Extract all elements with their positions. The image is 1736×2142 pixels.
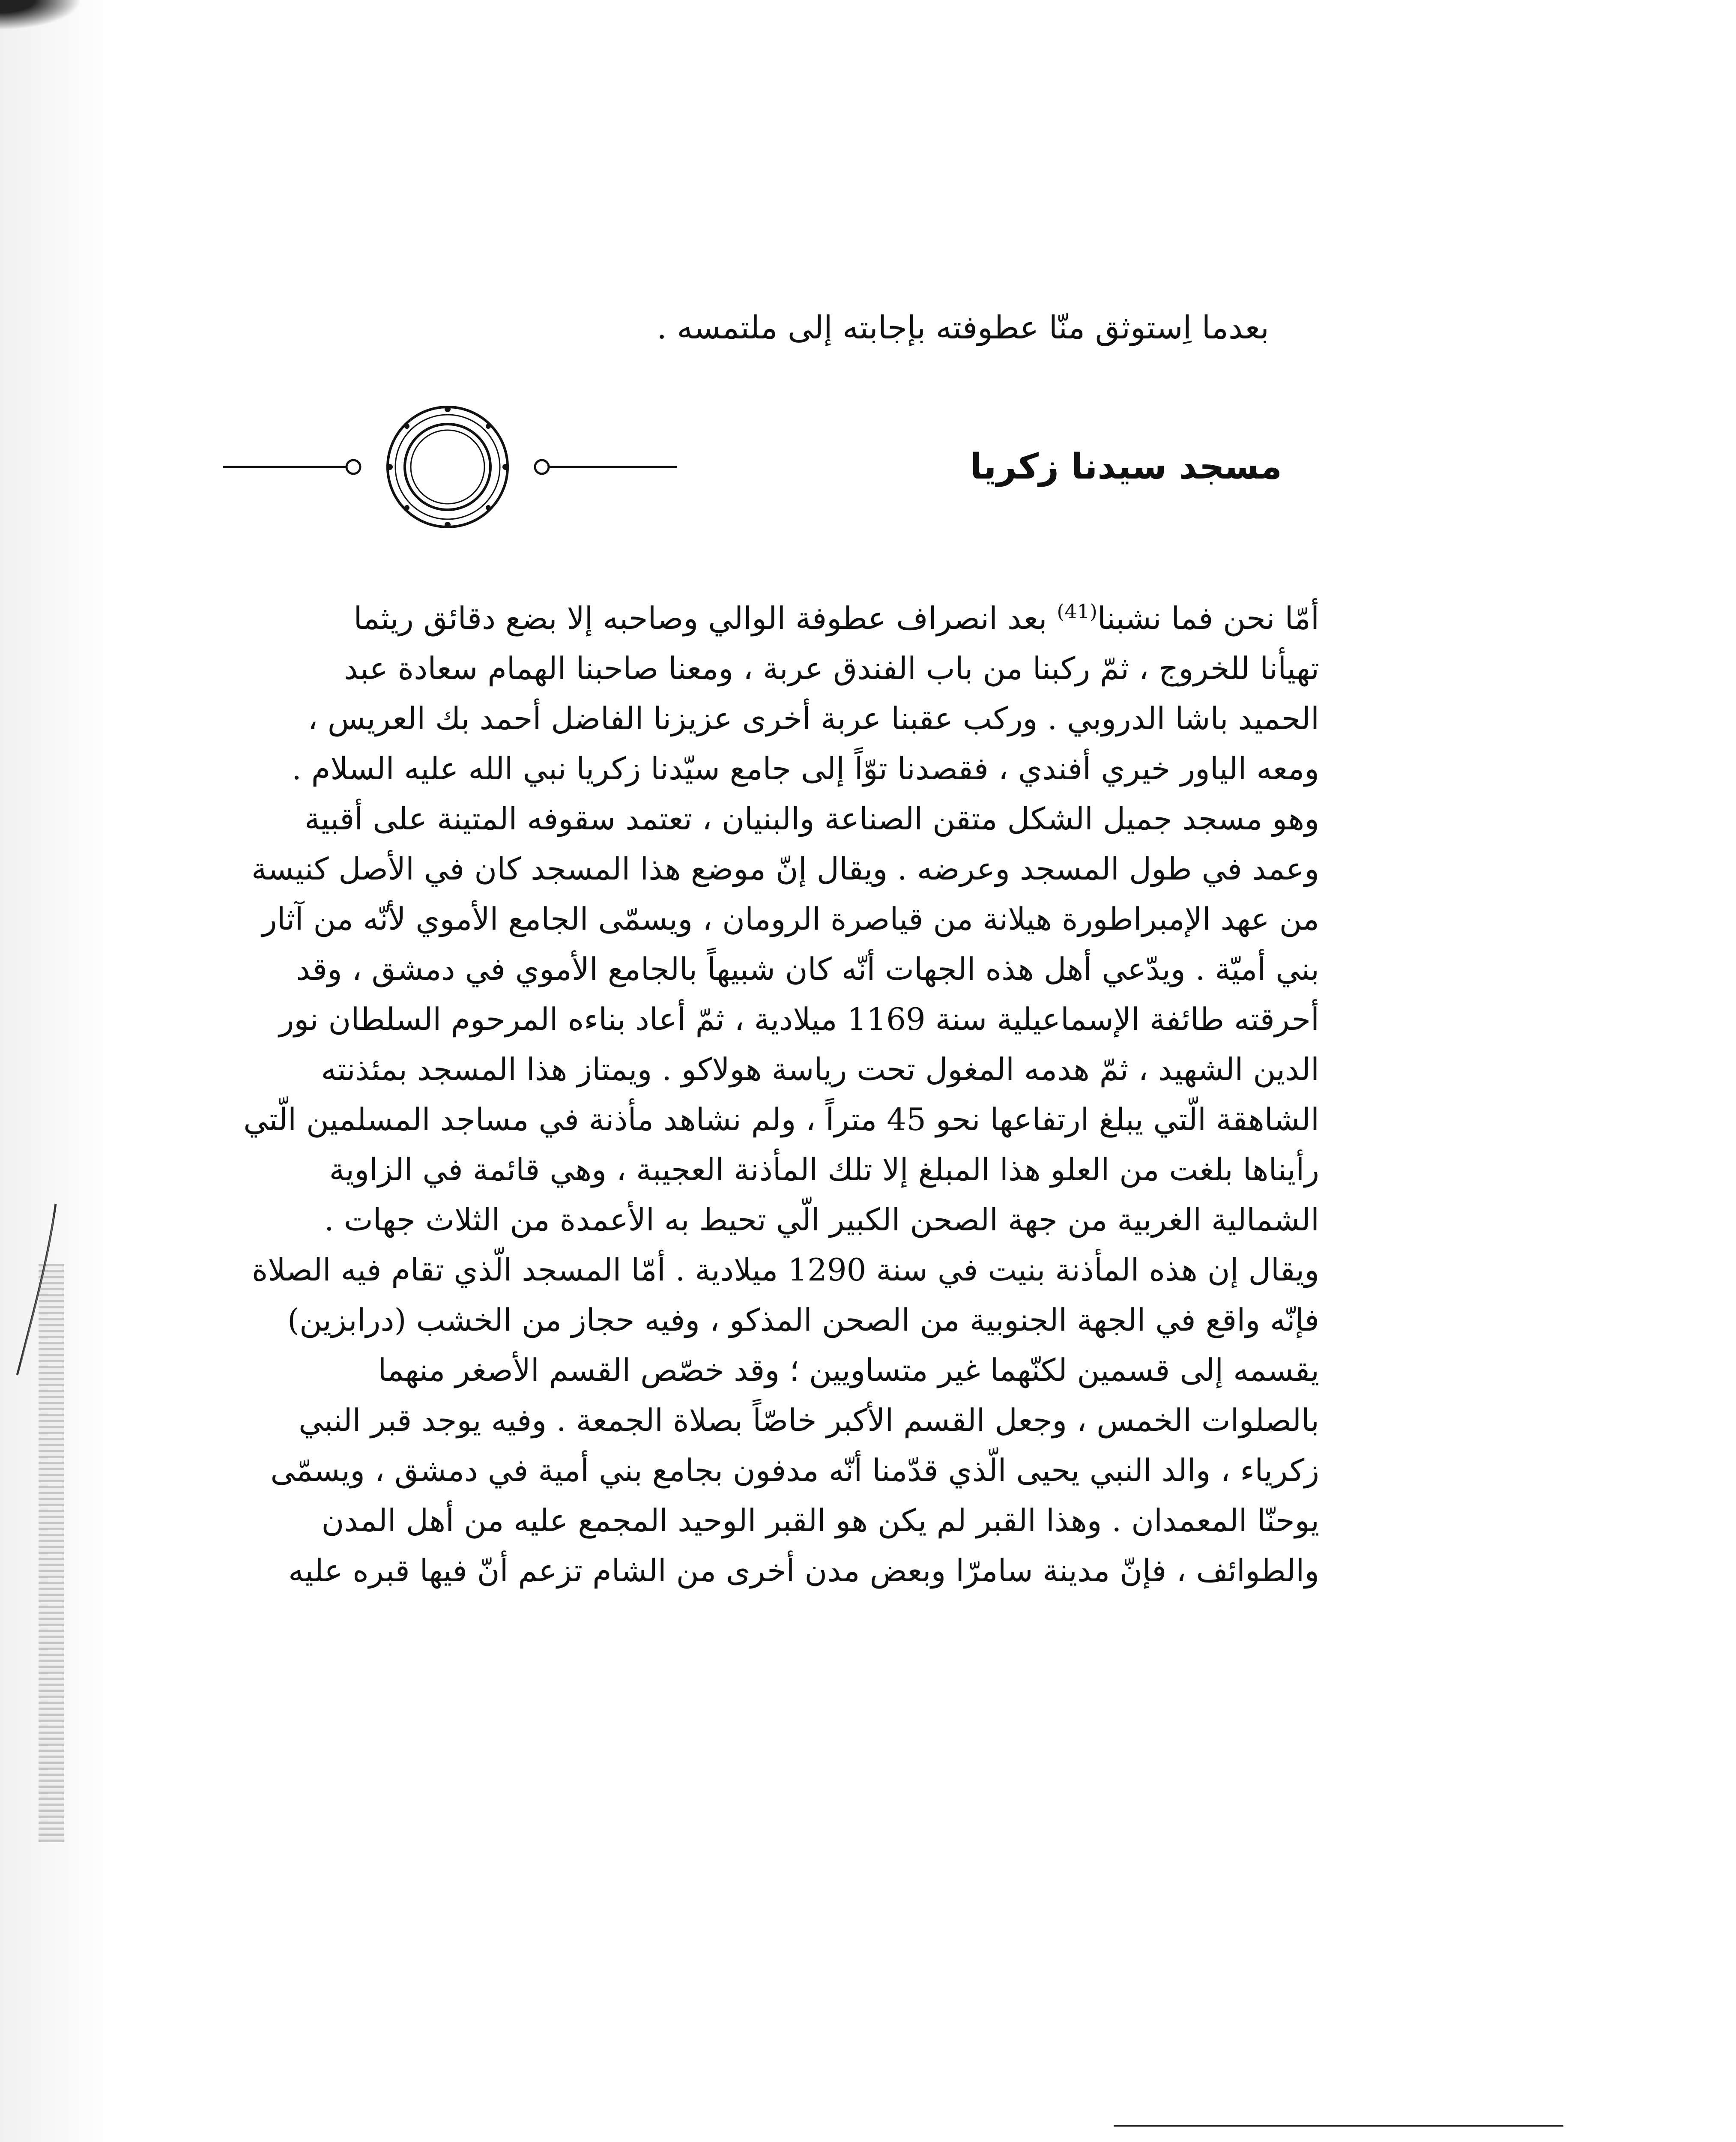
body-line: وعمد في طول المسجد وعرضه . ويقال إنّ موضع هذا المسجد كان في الأصل كنيسة	[251, 851, 1319, 887]
body-line: ومعه الياور خيري أفندي ، فقصدنا توّاً إلى جامع سيّدنا زكريا نبي الله عليه السلام .	[292, 751, 1319, 787]
section-heading: مسجد سيدنا زكريا	[970, 446, 1282, 487]
body-line-first	[353, 593, 1319, 643]
intro-line: بعدما اِستوثق منّا عطوفته بإجابته إلى ملتمسه .	[657, 309, 1269, 346]
body-line: من عهد الإمبراطورة هيلانة من قياصرة الرومان ، ويسمّى الجامع الأموي لأنّه من آثار	[262, 901, 1319, 937]
body-line: الشاهقة الّتي يبلغ ارتفاعها نحو 45 متراً ، ولم نشاهد مأذنة في مساجد المسلمين الّتي	[243, 1101, 1319, 1137]
body-line: الشمالية الغربية من جهة الصحن الكبير الّي تحيط به الأعمدة من الثلاث جهات .	[324, 1202, 1319, 1238]
body-line: بني أميّة . ويدّعي أهل هذه الجهات أنّه كان شبيهاً بالجامع الأموي في دمشق ، وقد	[296, 951, 1319, 987]
body-line: بالصلوات الخمس ، وجعل القسم الأكبر خاصّاً بصلاة الجمعة . وفيه يوجد قبر النبي	[299, 1402, 1319, 1438]
paragraph-start-rest: بعد انصراف عطوفة الوالي وصاحبه إلا بضع دقائق ريثما	[353, 600, 1057, 636]
body-line: وهو مسجد جميل الشكل متقن الصناعة والبنيان ، تعتمد سقوفه المتينة على أقبية	[304, 801, 1319, 837]
body-line: فإنّه واقع في الجهة الجنوبية من الصحن المذكو ، وفيه حجاز من الخشب (درابزين)	[287, 1302, 1319, 1338]
body-line: ويقال إن هذه المأذنة بنيت في سنة 1290 ميلادية . أمّا المسجد الّذي تقام فيه الصلاة	[251, 1252, 1319, 1288]
body-line: أحرقته طائفة الإسماعيلية سنة 1169 ميلادية ، ثمّ أعاد بناءه المرحوم السلطان نور	[279, 1001, 1319, 1037]
body-text	[243, 593, 1319, 1596]
scan-corner-smudge	[0, 0, 81, 30]
body-line: رأيناها بلغت من العلو هذا المبلغ إلا تلك المأذنة العجيبة ، وهي قائمة في الزاوية	[329, 1152, 1319, 1188]
body-line: زكرياء ، والد النبي يحيى الّذي قدّمنا أنّه مدفون بجامع بني أمية في دمشق ، ويسمّى	[270, 1452, 1319, 1488]
footnote-divider	[1114, 2125, 1563, 2127]
paragraph-start: أمّا نحن فما نشبنا	[1097, 600, 1319, 636]
pen-mark	[9, 1200, 69, 1379]
body-line: تهيأنا للخروج ، ثمّ ركبنا من باب الفندق عربة ، ومعنا صاحبنا الهمام سعادة عبد	[344, 650, 1319, 686]
section-ornament	[223, 403, 677, 531]
footnote-ref: (41)	[1057, 600, 1097, 623]
body-line: الدين الشهيد ، ثمّ هدمه المغول تحت رياسة هولاكو . ويمتاز هذا المسجد بمئذنته	[321, 1051, 1319, 1087]
body-line: يوحنّا المعمدان . وهذا القبر لم يكن هو القبر الوحيد المجمع عليه من أهل المدن	[321, 1502, 1319, 1538]
body-line: الحميد باشا الدروبي . وركب عقبنا عربة أخرى عزيزنا الفاضل أحمد بك العريس ،	[308, 700, 1319, 736]
body-line: يقسمه إلى قسمين لكنّهما غير متساويين ؛ وقد خصّص القسم الأصغر منهما	[378, 1352, 1319, 1388]
body-line: والطوائف ، فإنّ مدينة سامرّا وبعض مدن أخرى من الشام تزعم أنّ فيها قبره عليه	[288, 1553, 1319, 1589]
